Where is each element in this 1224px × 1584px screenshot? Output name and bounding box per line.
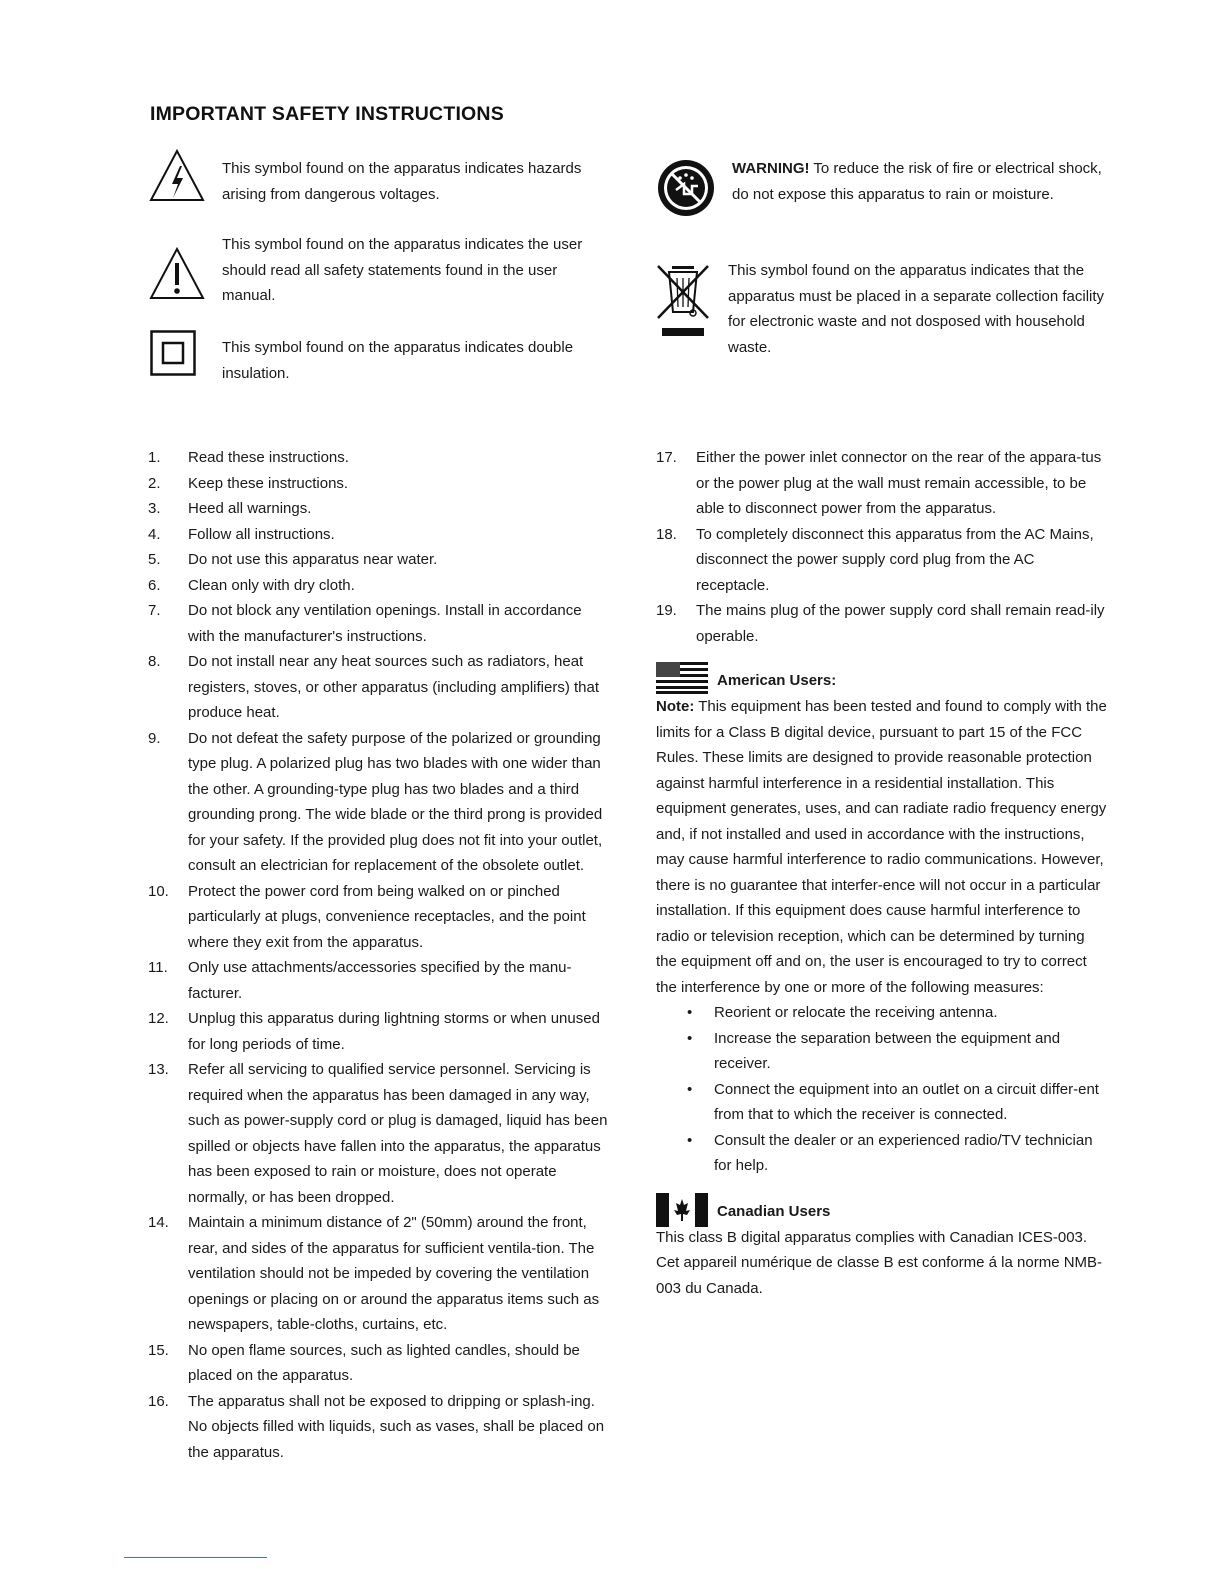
list-item [148,1389,608,1466]
item-number: 14. [148,1214,169,1231]
bullet-text: Increase the separation between the equipment and receiver. [714,1029,1061,1072]
american-users-title: American Users: [717,672,837,689]
item-number: 7. [148,602,161,619]
symbol-read-manual-text: This symbol found on the apparatus indicates the user should read all safety statements found in the user manual. [222,236,583,304]
item-text: Heed all warnings. [188,500,312,517]
item-text: No open flame sources, such as lighted candles, should be placed on the apparatus. [188,1341,580,1384]
symbol-double-insulation [148,330,608,390]
item-text: To completely disconnect this apparatus from the AC Mains, disconnect the power supply cord plug from the AC receptacle. [696,525,1094,594]
page-title: IMPORTANT SAFETY INSTRUCTIONS [150,103,504,125]
item-text: Read these instructions. [188,449,349,466]
item-text: Keep these instructions. [188,474,349,492]
list-item [148,1338,608,1389]
list-item [656,598,1108,649]
symbol-voltage-text: This symbol found on the apparatus indicates hazards arising from dangerous voltages. [222,160,582,203]
item-number: 11. [148,959,168,976]
list-item [148,1210,608,1338]
item-text: Unplug this apparatus during lightning storms or when unused for long periods of time. [188,1010,600,1053]
symbol-read-manual [148,232,608,312]
bullet-icon: • [687,1004,693,1021]
item-text: The apparatus shall not be exposed to dripping or splash-ing. No objects filled with liquids, such as vases, shall be placed on the apparatus. [188,1392,605,1461]
crossed-bin-icon [656,262,710,338]
symbol-voltage [148,146,608,206]
lightning-warning-icon [148,148,206,204]
symbol-double-insulation-text: This symbol found on the apparatus indicates double insulation. [222,339,574,382]
item-number: 1. [148,449,161,466]
list-item [148,955,608,1006]
bullet-text: Reorient or relocate the receiving antenna. [714,1004,998,1021]
item-text: Do not use this apparatus near water. [188,551,438,568]
item-number: 10. [148,882,169,900]
warning-body: To reduce the risk of fire or electrical shock, do not expose this apparatus to rain or moisture. [732,160,1102,203]
list-item [148,879,608,956]
instructions-left-column [148,445,608,1465]
bullet-text: Connect the equipment into an outlet on a circuit differ-ent from that to which the receiver is connected. [714,1080,1099,1123]
item-number: 8. [148,653,161,670]
list-item [148,726,608,879]
item-number: 5. [148,551,161,568]
canadian-text-en: This class B digital apparatus complies with Canadian ICES-003. [656,1228,1088,1246]
item-text: Do not install near any heat sources such as radiators, heat registers, stoves, or other apparatus (including amplifiers) that produce heat. [188,653,600,721]
list-item [687,1128,1108,1179]
instructions-list [148,445,608,1465]
item-number: 3. [148,500,161,517]
item-text: Do not block any ventilation openings. Install in accordance with the manufacturer's instructions. [188,602,582,645]
list-item [148,496,608,522]
canadian-users-heading [656,1191,1108,1225]
list-item [148,1006,608,1057]
instructions-right-column [656,445,1108,1301]
no-water-icon [656,158,716,218]
list-item [148,598,608,649]
item-text: Protect the power cord from being walked on or pinched particularly at plugs, convenience receptacles, and the point where they exit from the apparatus. [188,882,586,951]
list-item [148,573,608,599]
item-number: 19. [656,602,677,619]
item-number: 18. [656,525,677,543]
list-item [687,1026,1108,1077]
item-text: Maintain a minimum distance of 2" (50mm) around the front, rear, and sides of the apparatus for sufficient ventila-tion. The ventilation should not be impeded by covering the ventilation openings or placing on or around the apparatus items such as newspapers, table-cloths, curtains, etc. [188,1214,600,1333]
warning-text [732,156,1110,207]
item-text: Only use attachments/accessories specified by the manu-facturer. [188,959,572,1002]
double-insulation-icon [150,330,196,376]
note-text: This equipment has been tested and found to comply with the limits for a Class B digital device, pursuant to part 15 of the FCC Rules. These limits are designed to provide reasonable protection against harmful interference in a residential installation. This equipment generates, uses, and can radiate radio frequency energy and, if not installed and used in accordance with the instructions, may cause harmful interference to radio communications. However, there is no guarantee that interfer-ence will not occur in a particular installation. If this equipment does cause harmful interference to radio or television reception, which can be determined by turning the equipment off and on, the user is encouraged to try to correct the interference by one or more of the following measures: [656,698,1107,996]
list-item [656,445,1108,522]
bullet-icon: • [687,1131,693,1149]
instructions-list-continued [656,445,1108,649]
list-item [687,1077,1108,1128]
item-number: 6. [148,576,161,594]
item-text: Do not defeat the safety purpose of the polarized or grounding type plug. A polarized plug has two blades with one wider than the other. A grounding-type plug has two blades and a third grounding prong. The wide blade or the third prong is provided for your safety. If the provided plug does not fit into your outlet, consult an electrician for replacement of the obsolete outlet. [188,729,603,874]
item-text: The mains plug of the power supply cord shall remain read-ily operable. [696,602,1105,645]
list-item [148,522,608,548]
canada-flag-icon [656,1193,708,1227]
weee-block [656,258,1108,362]
weee-text: This symbol found on the apparatus indicates that the apparatus must be placed in a separate collection facility for electronic waste and not dosposed with household waste. [728,262,1105,356]
item-number: 17. [656,449,677,466]
warning-block [656,156,1108,220]
item-text: Clean only with dry cloth. [188,576,355,594]
list-item [148,1057,608,1210]
item-number: 15. [148,1341,169,1359]
item-number: 9. [148,729,161,747]
list-item [148,547,608,573]
canadian-users-title: Canadian Users [717,1202,831,1220]
canadian-text-fr: Cet appareil numérique de classe B est conforme á la norme NMB-003 du Canada. [656,1254,1103,1297]
item-text: Either the power inlet connector on the rear of the appara-tus or the power plug at the wall must remain accessible, to be able to disconnect power from the apparatus. [696,449,1102,517]
item-number: 2. [148,474,161,492]
measures-list [656,1000,1108,1179]
list-item [687,1000,1108,1026]
bullet-icon: • [687,1029,693,1047]
item-number: 13. [148,1061,169,1078]
american-users-heading [656,660,1108,694]
fcc-note [656,694,1108,1000]
list-item [148,471,608,497]
exclamation-warning-icon [148,246,206,302]
us-flag-icon [656,662,708,694]
list-item [148,649,608,726]
list-item [656,522,1108,599]
warning-label: WARNING! [732,160,810,177]
list-item [148,445,608,471]
item-text: Refer all servicing to qualified service personnel. Servicing is required when the apparatus has been damaged in any way, such as power-supply cord or plug is damaged, liquid has been spilled or objects have fallen into the apparatus, the apparatus has been exposed to rain or moisture, does not operate normally, or has been dropped. [188,1061,608,1206]
item-number: 12. [148,1010,169,1027]
footer-rule [124,1557,267,1558]
item-text: Follow all instructions. [188,525,335,543]
note-label: Note: [656,698,695,715]
item-number: 4. [148,525,161,543]
bullet-icon: • [687,1080,693,1098]
item-number: 16. [148,1392,169,1410]
bullet-text: Consult the dealer or an experienced radio/TV technician for help. [714,1131,1093,1174]
